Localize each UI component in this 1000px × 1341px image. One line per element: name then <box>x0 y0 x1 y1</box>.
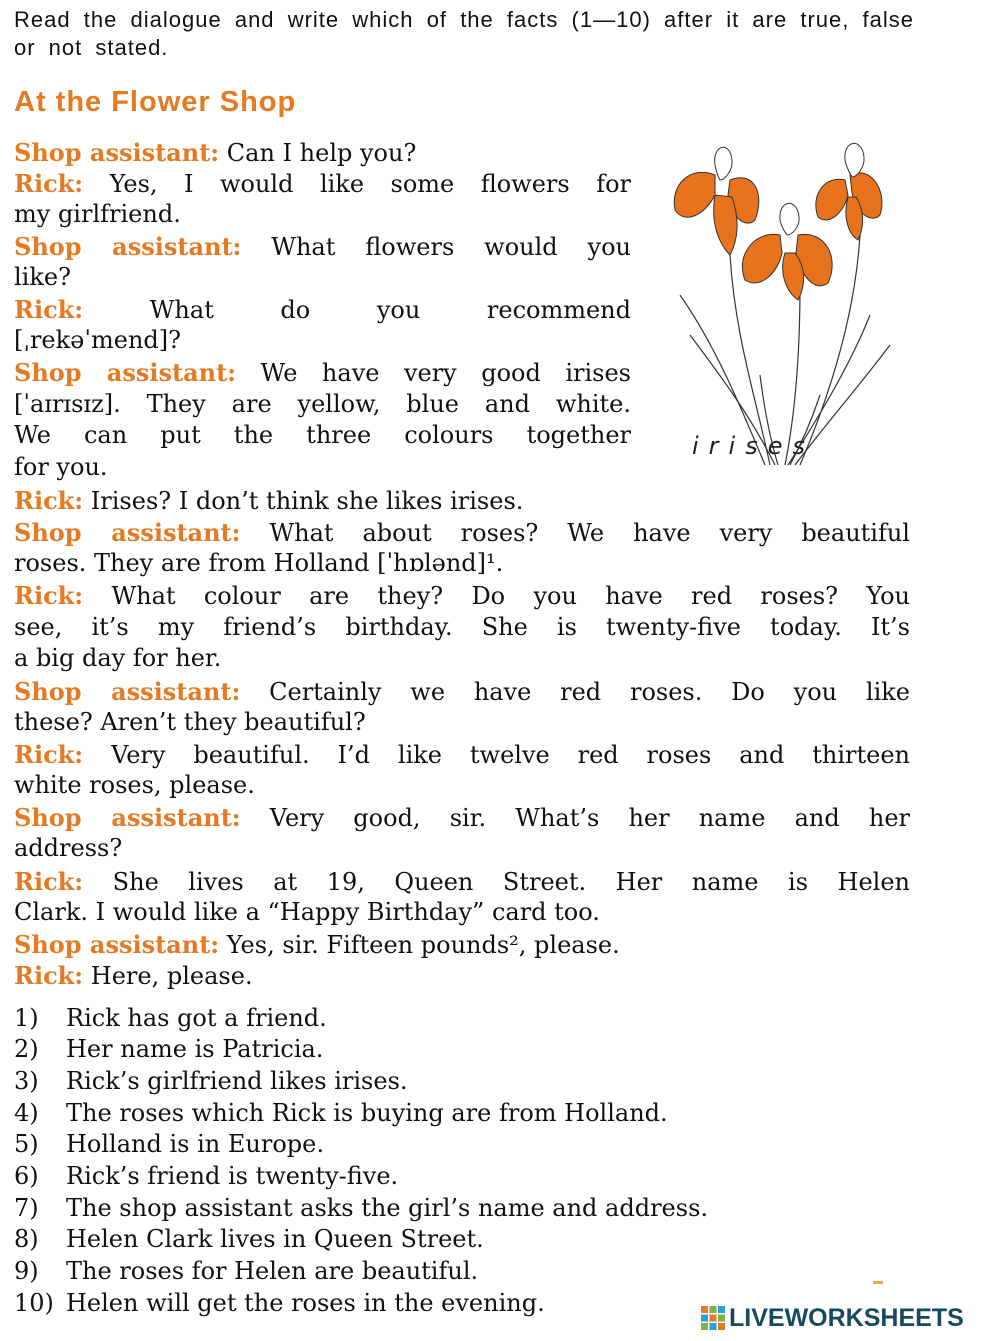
dialogue-line <box>14 199 181 230</box>
fact-text: Helen Clark lives in Queen Street. <box>66 1225 484 1253</box>
list-item <box>14 1003 327 1034</box>
dialogue-line <box>14 929 620 961</box>
dialogue-text: [ˈaɪrɪsɪz]. They are yellow, blue and white. <box>14 390 631 418</box>
dialogue-text: She lives at 19, Queen Street. Her name is Helen <box>83 868 910 896</box>
fact-text: Her name is Patricia. <box>66 1035 324 1063</box>
dialogue-text: Clark. I would like a “Happy Birthday” card too. <box>14 898 600 926</box>
fact-text: Rick’s friend is twenty-five. <box>66 1162 399 1190</box>
speaker-label: Rick: <box>14 169 84 198</box>
dialogue-line <box>14 960 253 992</box>
dialogue-line <box>14 294 631 326</box>
list-item <box>14 1098 668 1129</box>
dialogue-line <box>14 612 910 643</box>
dialogue-text: a big day for her. <box>14 644 222 672</box>
dialogue-line <box>14 231 631 263</box>
dialogue-line <box>14 770 255 801</box>
dialogue-line <box>14 833 122 864</box>
speaker-label: Shop assistant: <box>14 803 241 832</box>
dialogue-text: What flowers would you <box>241 233 631 261</box>
irises-illustration <box>660 135 900 475</box>
list-item <box>14 1066 408 1097</box>
fact-number: 3) <box>14 1067 39 1095</box>
dialogue-line <box>14 325 181 356</box>
dialogue-line <box>14 802 910 834</box>
dialogue-text: these? Aren’t they beautiful? <box>14 708 366 736</box>
speaker-label: Rick: <box>14 740 84 769</box>
dialogue-line <box>14 389 631 420</box>
fact-number: 5) <box>14 1130 39 1158</box>
dialogue-text: like? <box>14 263 71 291</box>
decorative-mark <box>873 1281 883 1284</box>
dialogue-text: my girlfriend. <box>14 200 181 228</box>
dialogue-text: see, it’s my friend’s birthday. She is twenty-five today. It’s <box>14 613 910 641</box>
fact-number: 10) <box>14 1289 54 1317</box>
instructions: Read the dialogue and write which of the facts (1—10) after it are true, false or not stated. <box>14 7 914 60</box>
logo-icon <box>700 1305 726 1331</box>
speaker-label: Shop assistant: <box>14 138 220 167</box>
dialogue-line <box>14 739 910 771</box>
list-item <box>14 1288 545 1319</box>
speaker-label: Rick: <box>14 581 84 610</box>
fact-text: The shop assistant asks the girl’s name and address. <box>66 1194 709 1222</box>
dialogue-text: Very good, sir. What’s her name and her <box>240 804 910 832</box>
dialogue-line <box>14 517 910 549</box>
dialogue-line <box>14 137 416 169</box>
logo-text: LIVEWORKSHEETS <box>729 1303 964 1332</box>
dialogue-text: Here, please. <box>83 962 253 990</box>
list-item <box>14 1224 484 1255</box>
picture-caption: irises <box>692 432 815 460</box>
fact-text: Helen will get the roses in the evening. <box>66 1289 545 1317</box>
dialogue-text: address? <box>14 834 123 862</box>
dialogue-line <box>14 357 631 389</box>
speaker-label: Shop assistant: <box>14 232 242 261</box>
dialogue-text: Yes, sir. Fifteen pounds², please. <box>219 931 620 959</box>
speaker-label: Shop assistant: <box>14 930 220 959</box>
list-item <box>14 1034 323 1065</box>
dialogue-text: Can I help you? <box>219 139 417 167</box>
dialogue-line <box>14 452 108 483</box>
dialogue-text: Irises? I don’t think she likes irises. <box>83 487 524 515</box>
fact-number: 4) <box>14 1099 39 1127</box>
fact-number: 1) <box>14 1004 39 1032</box>
fact-text: Rick’s girlfriend likes irises. <box>66 1067 408 1095</box>
dialogue-text: What about roses? We have very beautiful <box>240 519 910 547</box>
fact-number: 6) <box>14 1162 39 1190</box>
speaker-label: Shop assistant: <box>14 518 241 547</box>
dialogue-text: Yes, I would like some flowers for <box>83 170 631 198</box>
speaker-label: Shop assistant: <box>14 677 241 706</box>
list-item <box>14 1256 478 1287</box>
dialogue-text: We have very good irises <box>236 359 631 387</box>
speaker-label: Rick: <box>14 486 84 515</box>
dialogue-text: Certainly we have red roses. Do you like <box>240 678 910 706</box>
dialogue-text: What colour are they? Do you have red roses? You <box>83 582 910 610</box>
dialogue-text: roses. They are from Holland [ˈhɒlənd]¹. <box>14 549 504 577</box>
fact-number: 7) <box>14 1194 39 1222</box>
speaker-label: Shop assistant: <box>14 358 237 387</box>
dialogue-line <box>14 420 631 451</box>
dialogue-text: What do you recommend <box>83 296 631 324</box>
speaker-label: Rick: <box>14 961 84 990</box>
dialogue-line <box>14 168 631 200</box>
fact-text: Rick has got a friend. <box>66 1004 327 1032</box>
dialogue-text: white roses, please. <box>14 771 255 799</box>
dialogue-text: [ˌrekəˈmend]? <box>14 326 181 354</box>
liveworksheets-logo[interactable] <box>700 1303 964 1333</box>
dialogue-line <box>14 262 71 293</box>
dialogue-line <box>14 643 221 674</box>
list-item <box>14 1161 398 1192</box>
fact-number: 2) <box>14 1035 39 1063</box>
dialogue-line <box>14 676 910 708</box>
page-title: At the Flower Shop <box>14 86 297 118</box>
dialogue-line <box>14 580 910 612</box>
dialogue-line <box>14 897 600 928</box>
speaker-label: Rick: <box>14 867 84 896</box>
dialogue-line <box>14 548 503 579</box>
dialogue-text: Very beautiful. I’d like twelve red roses and thirteen <box>83 741 910 769</box>
fact-text: The roses for Helen are beautiful. <box>66 1257 479 1285</box>
dialogue-text: for you. <box>14 453 108 481</box>
fact-text: Holland is in Europe. <box>66 1130 324 1158</box>
fact-text: The roses which Rick is buying are from Holland. <box>66 1099 668 1127</box>
dialogue-text: We can put the three colours together <box>14 421 631 449</box>
fact-number: 9) <box>14 1257 39 1285</box>
dialogue-line <box>14 866 910 898</box>
fact-number: 8) <box>14 1225 39 1253</box>
list-item <box>14 1193 708 1224</box>
dialogue-line <box>14 485 523 517</box>
dialogue-line <box>14 707 366 738</box>
speaker-label: Rick: <box>14 295 84 324</box>
list-item <box>14 1129 324 1160</box>
